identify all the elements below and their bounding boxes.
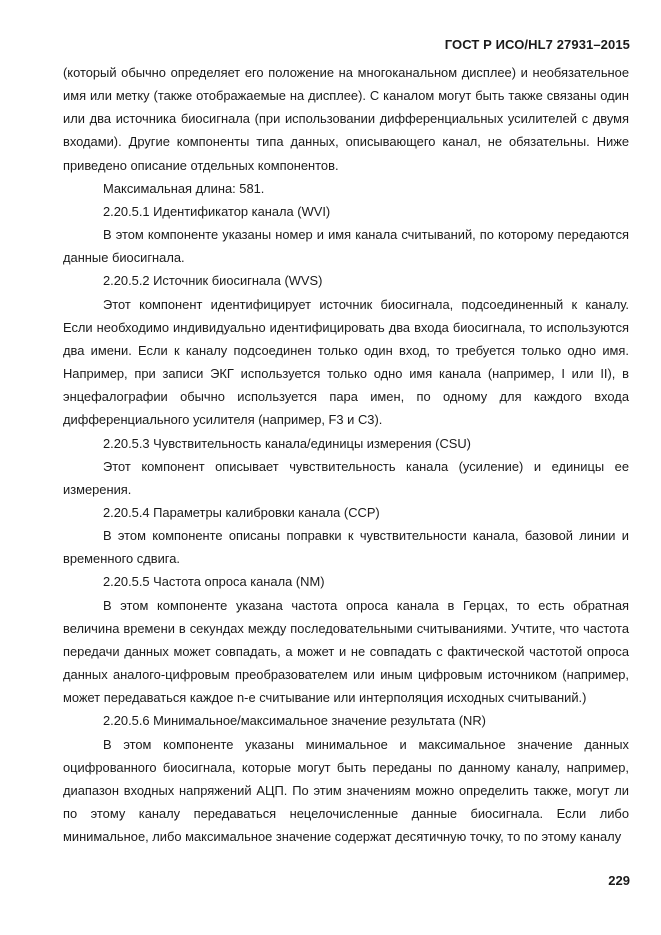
- paragraph: Этот компонент описывает чувствительность канала (усиление) и единицы ее измерения.: [63, 458, 629, 497]
- section-heading-2-20-5-1: 2.20.5.1 Идентификатор канала (WVI): [103, 203, 331, 219]
- section-heading-2-20-5-2: 2.20.5.2 Источник биосигнала (WVS): [103, 273, 323, 289]
- paragraph: В этом компоненте описаны поправки к чувствительности канала, базовой линии и временного сдвига.: [63, 528, 629, 567]
- section-heading-2-20-5-6: 2.20.5.6 Минимальное/максимальное значение результата (NR): [103, 713, 486, 729]
- page-number: 229: [608, 873, 630, 888]
- section-heading-2-20-5-4: 2.20.5.4 Параметры калибровки канала (CCP): [103, 504, 380, 520]
- paragraph: В этом компоненте указаны минимальное и максимальное значение данных оцифрованного биосигнала, которые могут быть переданы по данному каналу, например, диапазон входных напряжений АЦП. По этим значениям можно определить также, могут ли по этому каналу передаваться нецелочисленные данные биосигнала. Если либо минимальное, либо максимальное значение содержат десятичную точку, то по этому каналу: [63, 736, 629, 845]
- paragraph: Этот компонент идентифицирует источник биосигнала, подсоединенный к каналу. Если необходимо индивидуально идентифицировать два входа биосигнала, то используются два имени. Если к каналу подсоединен только один вход, то требуется только одно имя. Например, при записи ЭКГ используется только одно имя канала (например, I или II), в энцефалографии обычно используется пара имен, по одному для каждого входа дифференциального усилителя (например, F3 и C3).: [63, 296, 629, 428]
- section-heading-2-20-5-3: 2.20.5.3 Чувствительность канала/единицы измерения (CSU): [103, 435, 471, 451]
- paragraph: (который обычно определяет его положение на многоканальном дисплее) и необязательное имя или метку (также отображаемые на дисплее). С каналом могут быть также связаны один или два источника биосигнала (при использовании дифференциальных усилителей с двумя входами). Другие компоненты типа данных, описывающего канал, не обязательны. Ниже приведено описание отдельных компонентов.: [63, 65, 629, 173]
- section-heading-2-20-5-5: 2.20.5.5 Частота опроса канала (NM): [103, 574, 325, 590]
- paragraph: В этом компоненте указаны номер и имя канала считываний, по которому передаются данные биосигнала.: [63, 227, 629, 266]
- max-length-line: Максимальная длина: 581.: [103, 180, 265, 196]
- document-body: [63, 61, 629, 848]
- document-code-header: ГОСТ Р ИСО/HL7 27931–2015: [444, 37, 630, 52]
- paragraph: В этом компоненте указана частота опроса канала в Герцах, то есть обратная величина времени в секундах между последовательными считываниями. Учтите, что частота передачи данных может совпадать, а может и не совпадать с фактической частотой опроса данных аналого-цифровым преобразователем или иным цифровым источником (например, может передаваться каждое n-е считывание или интерполяция исходных считываний.): [63, 597, 629, 706]
